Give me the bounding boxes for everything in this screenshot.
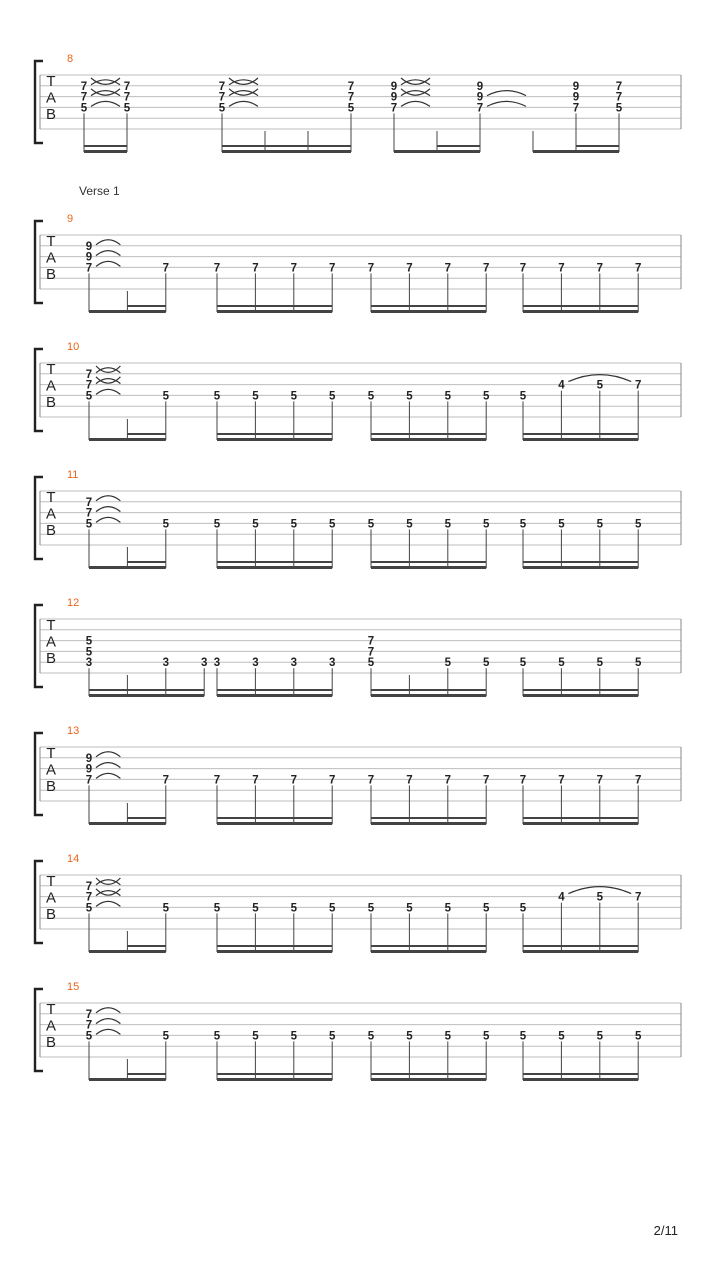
beam-secondary	[127, 433, 165, 435]
tab-clef-letter: A	[45, 761, 57, 779]
system-bracket	[35, 733, 43, 815]
beam-primary	[217, 694, 332, 697]
fret-number: 9	[85, 251, 93, 264]
tie-arc	[96, 752, 120, 757]
tie-arc	[229, 101, 258, 106]
tab-system-15	[35, 981, 681, 1081]
beam-primary	[217, 950, 332, 953]
fret-number: 5	[162, 1030, 170, 1043]
tie-arc	[96, 240, 120, 245]
fret-number: 7	[85, 774, 93, 787]
tie-arc	[229, 89, 258, 95]
system-bracket	[35, 605, 43, 687]
tie-arc	[96, 517, 120, 522]
fret-number: 3	[290, 657, 298, 670]
fret-number: 7	[85, 1008, 93, 1021]
system-bracket	[35, 989, 43, 1071]
fret-number: 5	[596, 657, 604, 670]
fret-number: 5	[596, 891, 604, 904]
fret-number: 7	[85, 507, 93, 520]
tie-arc	[487, 101, 526, 106]
tab-clef-letter: B	[45, 394, 57, 412]
tab-clef-letter: T	[46, 489, 56, 506]
tab-system-8	[35, 53, 681, 153]
beam-primary	[89, 822, 166, 825]
fret-number: 5	[367, 390, 375, 403]
beam-secondary	[523, 561, 638, 563]
tie-arc	[96, 889, 120, 895]
fret-number: 7	[162, 262, 170, 275]
fret-number: 5	[482, 1030, 490, 1043]
fret-number: 3	[200, 657, 208, 670]
fret-number: 5	[519, 902, 527, 915]
fret-number: 5	[519, 518, 527, 531]
tab-clef-letter: T	[46, 745, 56, 762]
fret-number: 7	[123, 80, 131, 93]
fret-number: 7	[80, 80, 88, 93]
beam-primary	[89, 950, 166, 953]
fret-number: 7	[596, 774, 604, 787]
beam-secondary	[84, 145, 127, 147]
tie-arc	[401, 101, 430, 106]
system-bracket	[35, 61, 43, 143]
tab-clef-letter: A	[45, 1017, 57, 1035]
tab-clef-letter: B	[45, 778, 57, 796]
fret-number: 5	[367, 518, 375, 531]
measure-number: 10	[67, 341, 80, 353]
fret-number: 5	[290, 1030, 298, 1043]
beam-secondary	[523, 817, 638, 819]
tie-arc	[91, 89, 120, 95]
fret-number: 5	[406, 902, 413, 915]
tab-system-13	[35, 725, 681, 825]
tab-system-12	[35, 597, 681, 697]
beam-primary	[371, 1078, 486, 1081]
fret-number: 7	[596, 262, 604, 275]
beam-primary	[394, 150, 480, 153]
fret-number: 5	[596, 518, 604, 531]
fret-number: 5	[252, 518, 259, 531]
tab-clef-letter: T	[46, 361, 56, 378]
fret-number: 5	[85, 902, 93, 915]
tie-arc	[401, 89, 430, 95]
fret-number: 7	[328, 774, 336, 787]
beam-secondary	[523, 433, 638, 435]
fret-number: 5	[482, 518, 490, 531]
tie-arc	[96, 377, 120, 383]
beam-primary	[89, 694, 204, 697]
beam-primary	[89, 310, 166, 313]
fret-number: 7	[444, 774, 452, 787]
beam-primary	[523, 1078, 638, 1081]
beam-primary	[523, 438, 638, 441]
beam-secondary	[371, 433, 486, 435]
fret-number: 5	[85, 646, 93, 659]
fret-number: 9	[390, 80, 398, 93]
tie-arc	[96, 901, 120, 906]
fret-number: 5	[519, 657, 527, 670]
tab-clef-letter: B	[45, 522, 57, 540]
fret-number: 5	[218, 102, 226, 115]
tab-clef-letter: B	[45, 266, 57, 284]
fret-number: 5	[558, 1030, 565, 1043]
beam-primary	[371, 822, 486, 825]
tab-clef-letter: T	[46, 233, 56, 250]
beam-primary	[533, 150, 619, 153]
fret-number: 5	[252, 1030, 259, 1043]
tab-clef-letter: T	[46, 617, 56, 634]
tab-clef-letter: B	[45, 906, 57, 924]
tab-clef-letter: A	[45, 249, 57, 267]
fret-number: 7	[85, 379, 93, 392]
fret-number: 7	[615, 80, 623, 93]
tie-arc	[96, 878, 120, 884]
fret-number: 5	[162, 390, 170, 403]
fret-number: 5	[558, 518, 565, 531]
fret-number: 7	[85, 262, 93, 275]
tab-clef-letter: A	[45, 633, 57, 651]
fret-number: 7	[572, 102, 580, 115]
beam-primary	[523, 694, 638, 697]
fret-number: 7	[558, 262, 565, 275]
fret-number: 5	[85, 1030, 93, 1043]
fret-number: 5	[213, 390, 221, 403]
fret-number: 7	[634, 262, 642, 275]
tab-clef-letter: A	[45, 889, 57, 907]
fret-number: 5	[615, 102, 623, 115]
measure-number: 13	[67, 725, 80, 737]
measure-number: 12	[67, 597, 80, 609]
system-bracket	[35, 477, 43, 559]
fret-number: 5	[367, 902, 375, 915]
beam-secondary	[523, 945, 638, 947]
tie-arc	[96, 1019, 120, 1024]
tie-arc	[96, 507, 120, 512]
fret-number: 5	[85, 635, 93, 648]
fret-number: 7	[85, 891, 93, 904]
beam-primary	[371, 950, 486, 953]
beam-primary	[89, 1078, 166, 1081]
beam-primary	[523, 822, 638, 825]
tie-arc	[96, 251, 120, 256]
beam-secondary	[371, 561, 486, 563]
beam-secondary	[371, 817, 486, 819]
fret-number: 5	[596, 1030, 604, 1043]
measure-number: 15	[67, 981, 80, 993]
fret-number: 7	[290, 262, 298, 275]
system-bracket	[35, 349, 43, 431]
fret-number: 5	[328, 390, 336, 403]
beam-secondary	[523, 689, 638, 691]
beam-secondary	[217, 817, 332, 819]
fret-number: 5	[367, 657, 375, 670]
fret-number: 5	[634, 518, 642, 531]
beam-secondary	[217, 945, 332, 947]
fret-number: 5	[634, 657, 642, 670]
beam-primary	[217, 822, 332, 825]
fret-number: 5	[328, 518, 336, 531]
fret-number: 7	[218, 80, 226, 93]
fret-number: 7	[634, 774, 642, 787]
fret-number: 7	[252, 262, 259, 275]
beam-primary	[371, 438, 486, 441]
tab-system-11	[35, 469, 681, 569]
beam-secondary	[127, 817, 165, 819]
beam-primary	[217, 310, 332, 313]
fret-number: 5	[634, 1030, 642, 1043]
beam-secondary	[523, 305, 638, 307]
fret-number: 7	[367, 635, 375, 648]
fret-number: 5	[347, 102, 355, 115]
fret-number: 7	[367, 774, 375, 787]
fret-number: 9	[85, 763, 93, 776]
page-number: 2/11	[653, 1223, 678, 1238]
fret-number: 7	[558, 774, 565, 787]
system-bracket	[35, 221, 43, 303]
beam-primary	[217, 438, 332, 441]
fret-number: 5	[406, 390, 413, 403]
tab-system-14	[35, 853, 681, 953]
tie-arc	[96, 773, 120, 778]
fret-number: 5	[328, 1030, 336, 1043]
fret-number: 5	[444, 518, 452, 531]
fret-number: 5	[328, 902, 336, 915]
fret-number: 3	[252, 657, 259, 670]
beam-primary	[89, 438, 166, 441]
fret-number: 5	[444, 902, 452, 915]
fret-number: 7	[213, 774, 221, 787]
fret-number: 5	[367, 1030, 375, 1043]
beam-primary	[217, 566, 332, 569]
beam-secondary	[89, 689, 204, 691]
beam-secondary	[523, 1073, 638, 1075]
fret-number: 7	[406, 774, 413, 787]
beam-primary	[523, 566, 638, 569]
fret-number: 5	[596, 379, 604, 392]
fret-number: 9	[476, 80, 484, 93]
tie-arc	[401, 78, 430, 84]
fret-number: 7	[218, 91, 226, 104]
fret-number: 7	[85, 880, 93, 893]
beam-secondary	[217, 1073, 332, 1075]
tab-system-9	[35, 184, 681, 313]
beam-secondary	[217, 561, 332, 563]
fret-number: 9	[85, 752, 93, 765]
beam-secondary	[127, 945, 165, 947]
tab-clef-letter: A	[45, 89, 57, 107]
fret-number: 3	[162, 657, 170, 670]
fret-number: 5	[444, 657, 452, 670]
beam-secondary	[217, 305, 332, 307]
fret-number: 7	[367, 262, 375, 275]
fret-number: 7	[367, 646, 375, 659]
fret-number: 7	[406, 262, 413, 275]
fret-number: 7	[85, 496, 93, 509]
beam-secondary	[222, 145, 351, 147]
fret-number: 9	[476, 91, 484, 104]
fret-number: 5	[213, 518, 221, 531]
fret-number: 5	[482, 902, 490, 915]
beam-primary	[217, 1078, 332, 1081]
fret-number: 5	[80, 102, 88, 115]
beam-secondary	[371, 305, 486, 307]
beam-primary	[523, 950, 638, 953]
fret-number: 3	[328, 657, 336, 670]
fret-number: 3	[85, 657, 93, 670]
fret-number: 7	[482, 774, 490, 787]
fret-number: 5	[482, 657, 490, 670]
beam-primary	[371, 310, 486, 313]
measure-number: 8	[67, 53, 74, 65]
tab-clef-letter: B	[45, 106, 57, 124]
fret-number: 7	[290, 774, 298, 787]
fret-number: 3	[213, 657, 221, 670]
tie-arc	[229, 78, 258, 84]
fret-number: 9	[572, 80, 580, 93]
fret-number: 5	[162, 902, 170, 915]
fret-number: 4	[558, 379, 565, 392]
fret-number: 5	[444, 390, 452, 403]
tab-clef-letter: B	[45, 650, 57, 668]
fret-number: 5	[85, 390, 93, 403]
tab-system-10	[35, 341, 681, 441]
measure-number: 11	[67, 469, 79, 481]
fret-number: 7	[80, 91, 88, 104]
beam-secondary	[127, 305, 165, 307]
fret-number: 7	[85, 1019, 93, 1032]
fret-number: 7	[482, 262, 490, 275]
fret-number: 4	[558, 891, 565, 904]
tie-arc	[96, 763, 120, 768]
fret-number: 5	[406, 518, 413, 531]
fret-number: 9	[572, 91, 580, 104]
tie-arc	[96, 261, 120, 266]
fret-number: 7	[328, 262, 336, 275]
beam-primary	[222, 150, 351, 153]
tie-arc	[91, 78, 120, 84]
measure-number: 9	[67, 213, 74, 225]
tie-arc	[96, 496, 120, 501]
fret-number: 5	[290, 518, 298, 531]
fret-number: 5	[85, 518, 93, 531]
tie-arc	[96, 1008, 120, 1013]
beam-secondary	[371, 689, 486, 691]
fret-number: 5	[482, 390, 490, 403]
fret-number: 5	[558, 657, 565, 670]
fret-number: 7	[444, 262, 452, 275]
beam-primary	[371, 694, 486, 697]
beam-secondary	[217, 433, 332, 435]
system-bracket	[35, 861, 43, 943]
fret-number: 7	[347, 80, 355, 93]
fret-number: 7	[519, 774, 527, 787]
fret-number: 7	[252, 774, 259, 787]
fret-number: 5	[252, 390, 259, 403]
fret-number: 5	[162, 518, 170, 531]
fret-number: 7	[123, 91, 131, 104]
beam-primary	[84, 150, 127, 153]
fret-number: 5	[519, 390, 527, 403]
fret-number: 5	[290, 902, 298, 915]
fret-number: 7	[162, 774, 170, 787]
beam-secondary	[437, 145, 480, 147]
fret-number: 5	[519, 1030, 527, 1043]
tie-arc	[487, 91, 526, 96]
fret-number: 5	[213, 902, 221, 915]
tab-clef-letter: A	[45, 377, 57, 395]
fret-number: 7	[519, 262, 527, 275]
fret-number: 5	[252, 902, 259, 915]
fret-number: 5	[290, 390, 298, 403]
fret-number: 9	[390, 91, 398, 104]
fret-number: 5	[213, 1030, 221, 1043]
tie-arc	[91, 101, 120, 106]
tab-clef-letter: A	[45, 505, 57, 523]
fret-number: 5	[406, 1030, 413, 1043]
tab-clef-letter: T	[46, 1001, 56, 1018]
beam-secondary	[127, 1073, 165, 1075]
beam-primary	[89, 566, 166, 569]
beam-secondary	[127, 561, 165, 563]
beam-secondary	[371, 945, 486, 947]
tie-arc	[96, 366, 120, 372]
beam-secondary	[217, 689, 332, 691]
tie-arc	[96, 389, 120, 394]
fret-number: 5	[444, 1030, 452, 1043]
beam-secondary	[371, 1073, 486, 1075]
fret-number: 9	[85, 240, 93, 253]
tie-arc	[96, 1029, 120, 1034]
fret-number: 7	[85, 368, 93, 381]
measure-number: 14	[67, 853, 80, 865]
beam-primary	[523, 310, 638, 313]
tab-clef-letter: T	[46, 873, 56, 890]
fret-number: 7	[615, 91, 623, 104]
fret-number: 7	[347, 91, 355, 104]
fret-number: 7	[390, 102, 398, 115]
fret-number: 7	[213, 262, 221, 275]
fret-number: 5	[123, 102, 131, 115]
fret-number: 7	[476, 102, 484, 115]
fret-number: 7	[634, 891, 642, 904]
fret-number: 7	[634, 379, 642, 392]
tab-clef-letter: T	[46, 73, 56, 90]
section-label: Verse 1	[79, 184, 120, 198]
beam-primary	[371, 566, 486, 569]
tab-clef-letter: B	[45, 1034, 57, 1052]
beam-secondary	[576, 145, 619, 147]
